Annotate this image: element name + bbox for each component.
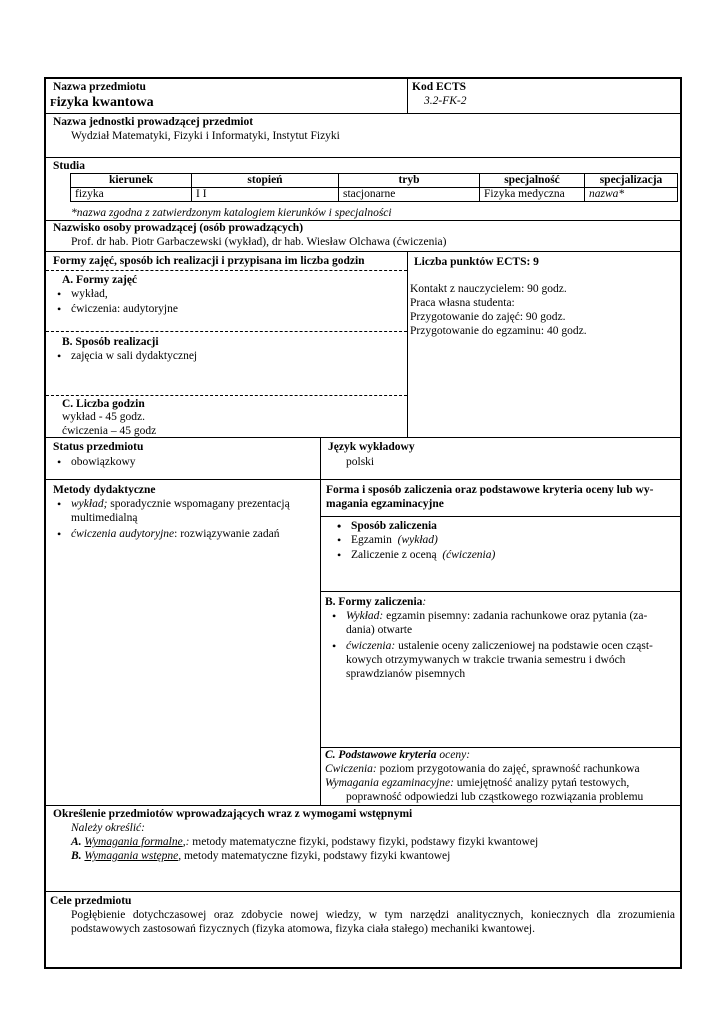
divider: [320, 437, 321, 805]
methods-item-desc: sporadycznie wspomagany prezentacją multimedialną: [71, 498, 290, 524]
assessment-a-label: • Sposób zaliczenia: [351, 519, 437, 533]
divider: [46, 157, 680, 158]
studies-header: specjalność: [480, 174, 585, 188]
assessment-c-label-text: C. Podstawowe kryteria: [325, 749, 437, 761]
prerequisites-label: Określenie przedmiotów wprowadzających wraz z wymogami wstępnymi: [53, 808, 413, 820]
studies-label: Studia: [53, 160, 85, 172]
prerequisites-a: [71, 835, 538, 849]
prerequisites-b-desc: metody matematyczne fizyki, podstawy fizyki kwantowej: [181, 850, 451, 862]
assessment-label: Forma i sposób zaliczenia oraz podstawowe kryteria oceny lub wy-magania egzaminacyjne: [326, 484, 654, 510]
lecturers-label: Nazwisko osoby prowadzącej (osób prowadzących): [53, 222, 304, 234]
assessment-a-item-text: Zaliczenie z oceną: [351, 549, 437, 561]
studies-cell: fizyka: [71, 188, 192, 202]
assessment-b-item: [346, 609, 676, 637]
assessment-c-line-desc: umiejętność analizy pytań testowych,: [453, 777, 630, 789]
forms-c-item: wykład - 45 godz.: [62, 411, 146, 423]
prerequisites-b-title: Wymagania wstępne: [84, 850, 179, 862]
ects-code: 3.2-FK-2: [424, 95, 467, 107]
subject-name-rest: izyka kwantowa: [56, 95, 154, 110]
table-row: [71, 174, 678, 188]
subject-name: [50, 95, 154, 111]
divider: [320, 516, 680, 517]
forms-c-item: ćwiczenia – 45 godz: [62, 425, 157, 437]
divider: [46, 251, 680, 252]
ects-code-label: Kod ECTS: [412, 81, 467, 93]
status-label: Status przedmiotu: [53, 441, 144, 453]
forms-label: Formy zajęć, sposób ich realizacji i przypisana im liczba godzin: [53, 255, 365, 267]
forms-b-label: B. Sposób realizacji: [62, 336, 159, 348]
assessment-a-item: [351, 533, 438, 547]
assessment-b-label-colon: :: [422, 596, 427, 608]
assessment-c-line: [325, 762, 640, 776]
subject-name-first: F: [50, 97, 57, 109]
studies-cell: I I: [192, 188, 339, 202]
studies-cell: nazwa*: [585, 188, 678, 202]
language-value: polski: [346, 456, 375, 468]
prerequisites-a-prefix: A.: [71, 836, 82, 848]
forms-a-item: • wykład,: [71, 287, 108, 301]
ects-points-line: Kontakt z nauczycielem: 90 godz.: [410, 283, 567, 295]
divider: [46, 805, 680, 806]
methods-item-name: wykład;: [71, 498, 108, 510]
assessment-c-line-name: Cwiczenia:: [325, 763, 377, 775]
divider: [407, 79, 408, 113]
assessment-c-label: [325, 748, 470, 762]
assessment-a-item: [351, 548, 495, 562]
ects-points-line: Przygotowanie do egzaminu: 40 godz.: [410, 325, 587, 337]
assessment-b-item-name: ćwiczenia:: [346, 640, 396, 652]
studies-table: [70, 173, 678, 202]
goals-label: Cele przedmiotu: [50, 895, 132, 907]
prerequisites-a-title: Wymagania formalne: [84, 836, 183, 848]
divider: [320, 591, 680, 592]
ects-points-line: Praca własna studenta:: [410, 297, 515, 309]
prerequisites-a-desc: metody matematyczne fizyki, podstawy fizyki, podstawy fizyki kwantowej: [189, 836, 539, 848]
prerequisites-intro: Należy określić:: [71, 822, 145, 834]
assessment-a-item-note: (ćwiczenia): [442, 549, 496, 561]
divider: [46, 113, 680, 114]
methods-item-desc: : rozwiązywanie zadań: [174, 528, 280, 540]
divider: [46, 331, 407, 332]
methods-item: [71, 497, 309, 525]
syllabus-form: [44, 77, 682, 969]
forms-b-item: • zajęcia w sali dydaktycznej: [71, 349, 197, 363]
goals-text: Pogłębienie dotychczasowej oraz zdobycie nowej wiedzy, w tym narzędzi analitycznych, koniecznych dla zrozumienia podstawowych zastosowań fizycznych (fizyka atomowa, fizyka ciała stałego) mechaniki kwantowej.: [71, 909, 675, 935]
prerequisites-b-sep: ,: [178, 850, 182, 862]
assessment-b-label-text: B. Formy zaliczenia: [325, 596, 423, 608]
assessment-c-label-rest: oceny:: [436, 749, 471, 761]
assessment-c-line: poprawność odpowiedzi lub cząstkowego rozwiązania problemu: [346, 791, 644, 803]
assessment-b-item: [346, 639, 676, 681]
assessment-c-line-desc: poziom przygotowania do zajęć, sprawność rachunkowa: [376, 763, 640, 775]
studies-cell: Fizyka medyczna: [480, 188, 585, 202]
language-label: Język wykładowy: [328, 441, 415, 453]
studies-header: tryb: [339, 174, 480, 188]
assessment-b-item-name: Wykład:: [346, 610, 384, 622]
subject-name-label: Nazwa przedmiotu: [53, 81, 146, 93]
prerequisites-b-prefix: B.: [71, 850, 82, 862]
unit-value: Wydział Matematyki, Fizyki i Informatyki, Instytut Fizyki: [71, 130, 340, 142]
divider: [46, 395, 407, 396]
assessment-a-item-note: (wykład): [397, 534, 438, 546]
table-row: [71, 188, 678, 202]
methods-item-name: ćwiczenia audytoryjne: [71, 528, 175, 540]
studies-note: *nazwa zgodna z zatwierdzonym katalogiem kierunków i specjalności: [71, 207, 392, 219]
status-value: • obowiązkowy: [71, 455, 136, 469]
divider: [46, 270, 407, 271]
assessment-b-item-desc: ustalenie oceny zaliczeniowej na podstawie ocen cząst-kowych otrzymywanych w trakcie trwania semestru i dwóch sprawdzianów pisemnych: [346, 640, 653, 680]
divider: [46, 437, 680, 438]
forms-a-item: • ćwiczenia: audytoryjne: [71, 302, 178, 316]
unit-label: Nazwa jednostki prowadzącej przedmiot: [53, 116, 254, 128]
assessment-b-label: [325, 595, 426, 609]
divider: [46, 891, 680, 892]
forms-a-label: A. Formy zajęć: [62, 274, 138, 286]
studies-header: specjalizacja: [585, 174, 678, 188]
assessment-a-item-text: Egzamin: [351, 534, 392, 546]
studies-header: kierunek: [71, 174, 192, 188]
studies-cell: stacjonarne: [339, 188, 480, 202]
divider: [46, 479, 680, 480]
methods-label: Metody dydaktyczne: [53, 484, 156, 496]
prerequisites-a-sep: ,:: [182, 836, 190, 848]
studies-header: stopień: [192, 174, 339, 188]
assessment-b-item-desc: egzamin pisemny: zadania rachunkowe oraz pytania (za-dania) otwarte: [346, 610, 648, 636]
assessment-c-line-name: Wymagania egzaminacyjne:: [325, 777, 454, 789]
lecturers-value: Prof. dr hab. Piotr Garbaczewski (wykład), dr hab. Wiesław Olchawa (ćwiczenia): [71, 236, 447, 248]
ects-points-label: Liczba punktów ECTS: 9: [414, 256, 539, 268]
assessment-c-line: [325, 776, 629, 790]
prerequisites-b: [71, 849, 450, 863]
forms-c-label: C. Liczba godzin: [62, 398, 145, 410]
methods-item: [71, 527, 280, 541]
ects-points-line: Przygotowanie do zajęć: 90 godz.: [410, 311, 566, 323]
divider: [407, 251, 408, 437]
